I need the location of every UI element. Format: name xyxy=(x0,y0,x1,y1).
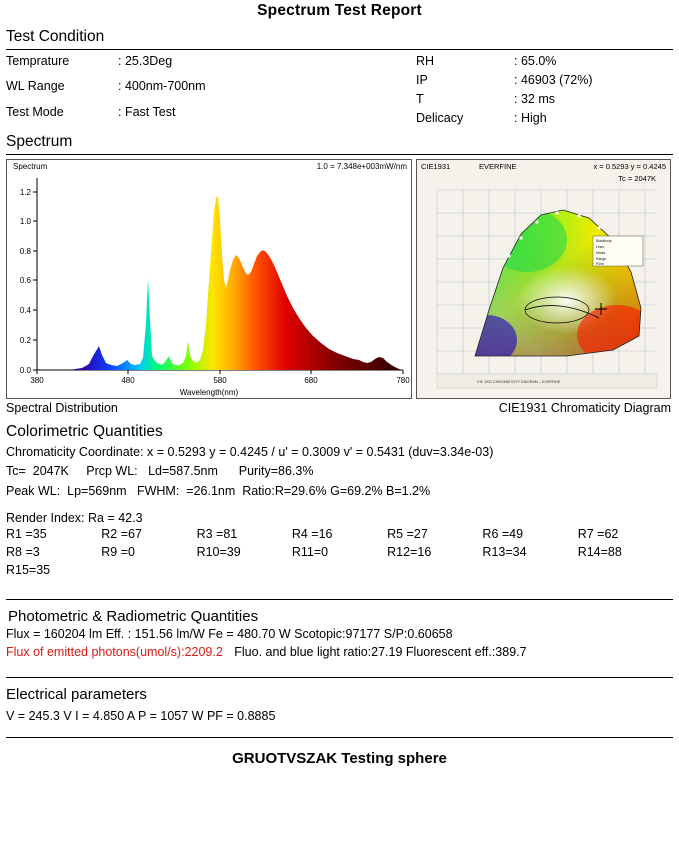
svg-text:Marks: Marks xyxy=(596,251,606,255)
render-value: R14=88 xyxy=(577,545,622,560)
condition-value: : 46903 (72%) xyxy=(514,73,593,87)
svg-text:1.0: 1.0 xyxy=(19,217,31,226)
spectral-distribution-chart xyxy=(6,159,412,399)
flux-line: Flux = 160204 lm Eff. : 151.56 lm/W Fe = 480.70 W Scotopic:97177 S/P:0.60658 xyxy=(6,627,453,642)
svg-text:480: 480 xyxy=(121,376,135,385)
divider xyxy=(6,599,673,600)
cie-tc: Tc = 2047K xyxy=(618,174,656,183)
spectral-distribution-caption: Spectral Distribution xyxy=(6,401,118,415)
render-index-line: Render Index: Ra = 42.3 xyxy=(6,511,143,526)
svg-text:0.0: 0.0 xyxy=(19,366,31,375)
render-value: R13=34 xyxy=(482,545,527,560)
section-title-photometric: Photometric & Radiometric Quantities xyxy=(8,608,259,626)
cie-coords: x = 0.5293 y = 0.4245 xyxy=(593,162,666,171)
fluorescence-line: Fluo. and blue light ratio:27.19 Fluorescent eff.:389.7 xyxy=(234,645,527,660)
condition-label: Test Mode xyxy=(6,104,64,119)
test-condition-right-column xyxy=(416,54,593,125)
photon-flux-value: Flux of emitted photons(umol/s):2209.2 xyxy=(6,645,223,660)
svg-text:580: 580 xyxy=(213,376,227,385)
electrical-line: V = 245.3 V I = 4.850 A P = 1057 W PF = 0.8885 xyxy=(6,709,276,724)
peak-wl-line: Peak WL: Lp=569nm FWHM: =26.1nm Ratio:R=29.6% G=69.2% B=1.2% xyxy=(6,483,431,498)
svg-text:CIE 1931 CHROMATICITY DIAGRAM: CIE 1931 CHROMATICITY DIAGRAM -- EVERFINE xyxy=(477,380,561,384)
condition-value: : 32 ms xyxy=(514,92,555,106)
render-value: R3 =81 xyxy=(196,527,238,542)
tc-purity-line: Tc= 2047K Prcp WL: Ld=587.5nm Purity=86.3% xyxy=(6,464,314,479)
chromaticity-coordinate-line: Chromaticity Coordinate: x = 0.5293 y = 0.4245 / u' = 0.3009 v' = 0.5431 (duv=3.34e-03) xyxy=(6,445,494,459)
render-value: R1 =35 xyxy=(6,527,47,542)
svg-text:0.6: 0.6 xyxy=(19,276,31,285)
render-value: R12=16 xyxy=(387,545,432,560)
section-title-test-condition: Test Condition xyxy=(6,28,105,45)
condition-label: T xyxy=(416,92,424,106)
section-title-colorimetric: Colorimetric Quantities xyxy=(6,423,163,440)
svg-text:Blackbody: Blackbody xyxy=(596,239,612,243)
footer-title: GRUOTVSZAK Testing sphere xyxy=(232,750,447,768)
cie-title: CIE1931 xyxy=(421,162,451,171)
divider xyxy=(6,49,673,50)
cie-brand: EVERFINE xyxy=(479,162,517,171)
condition-value: : 400nm-700nm xyxy=(118,79,206,94)
svg-text:Range: Range xyxy=(596,257,606,261)
condition-value: : 65.0% xyxy=(514,54,557,68)
render-value: R11=0 xyxy=(291,545,329,560)
render-value: R8 =3 xyxy=(6,545,40,560)
render-value: R9 =0 xyxy=(101,545,135,560)
condition-value: : Fast Test xyxy=(118,104,176,119)
divider xyxy=(6,677,673,678)
figure-captions xyxy=(6,401,673,415)
render-value: R6 =49 xyxy=(482,527,524,542)
svg-text:0.4: 0.4 xyxy=(19,306,31,315)
chart-corner-label: Spectrum xyxy=(13,162,48,171)
photometric-lines xyxy=(6,627,673,659)
svg-text:Lines: Lines xyxy=(596,245,605,249)
svg-text:380: 380 xyxy=(30,376,44,385)
condition-value: : 25.3Deg xyxy=(118,54,173,68)
render-value: R4 =16 xyxy=(291,527,333,542)
svg-text:Point: Point xyxy=(596,262,604,266)
test-condition-table xyxy=(6,54,673,125)
test-condition-left-column xyxy=(6,54,416,125)
cie-svg xyxy=(417,160,671,399)
svg-text:0.2: 0.2 xyxy=(19,336,31,345)
render-value: R7 =62 xyxy=(577,527,619,542)
condition-label: WL Range xyxy=(6,79,65,94)
svg-text:780: 780 xyxy=(396,376,410,385)
render-value: R15=35 xyxy=(6,563,51,578)
condition-label: Temprature xyxy=(6,54,70,68)
render-value: R10=39 xyxy=(196,545,241,560)
spectrum-svg xyxy=(7,160,412,399)
divider xyxy=(6,154,673,155)
render-value: R2 =67 xyxy=(101,527,142,542)
render-value: R5 =27 xyxy=(387,527,428,542)
cie-diagram-caption: CIE1931 Chromaticity Diagram xyxy=(498,401,671,415)
svg-text:0.8: 0.8 xyxy=(19,247,31,256)
chart-x-axis-label: Wavelength(nm) xyxy=(179,388,239,397)
condition-label: RH xyxy=(416,54,435,68)
colorimetric-lines xyxy=(6,443,673,501)
chart-normalization-label: 1.0 = 7.348e+003mW/nm xyxy=(316,162,407,171)
render-index-grid xyxy=(6,527,673,577)
condition-label: IP xyxy=(416,73,428,87)
svg-text:680: 680 xyxy=(304,376,318,385)
divider xyxy=(6,737,673,738)
figures-row xyxy=(6,159,673,399)
page-title: Spectrum Test Report xyxy=(257,2,422,19)
cie-chromaticity-chart xyxy=(416,159,671,399)
svg-text:1.2: 1.2 xyxy=(19,188,31,197)
condition-label: Delicacy xyxy=(416,111,464,125)
section-title-spectrum: Spectrum xyxy=(6,133,73,150)
section-title-electrical: Electrical parameters xyxy=(6,686,147,704)
condition-value: : High xyxy=(514,111,547,125)
